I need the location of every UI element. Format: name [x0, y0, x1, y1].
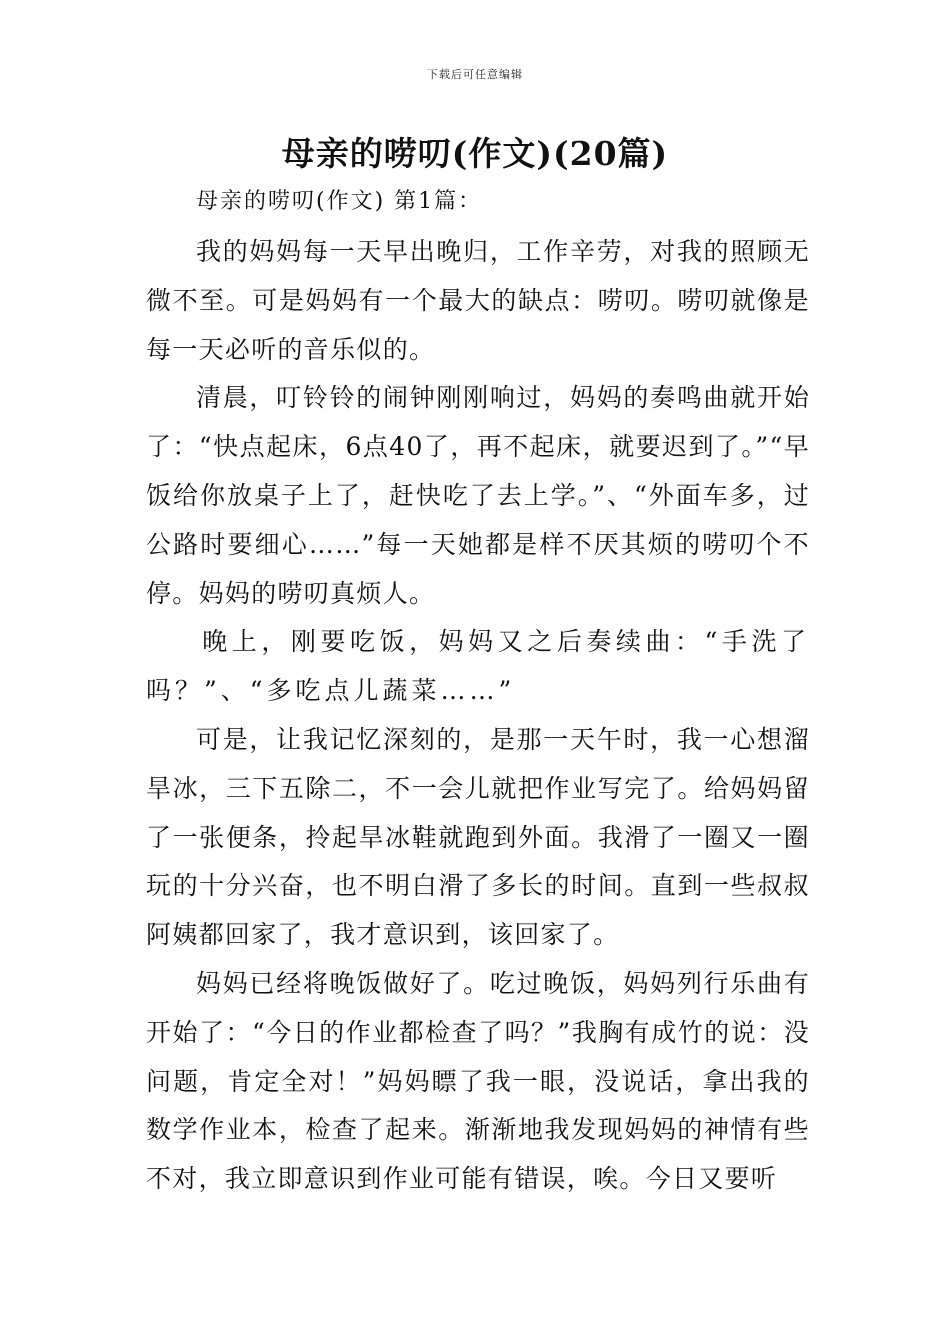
paragraph-1: 我的妈妈每一天早出晚归，工作辛劳，对我的照顾无微不至。可是妈妈有一个最大的缺点：唠叨。唠叨就像是每一天必听的音乐似的。 [146, 237, 810, 364]
paragraph-2: 清晨，叮铃铃的闹钟刚刚响过，妈妈的奏鸣曲就开始了：“快点起床，6点40了，再不起床，就要迟到了。”“早饭给你放桌子上了，赶快吃了去上学。”、“外面车多，过公路时要细心……”每一天她都是样不厌其烦的唠叨个不停。妈妈的唠叨真烦人。 [146, 383, 810, 608]
paragraph-4: 可是，让我记忆深刻的，是那一天午时，我一心想溜旱冰，三下五除二，不一会儿就把作业写完了。给妈妈留了一张便条，拎起旱冰鞋就跑到外面。我滑了一圈又一圈玩的十分兴奋，也不明白滑了多长的时间。直到一些叔叔阿姨都回家了，我才意识到，该回家了。 [146, 724, 810, 950]
paragraph-3: 晚上，刚要吃饭，妈妈又之后奏续曲：“手洗了吗？”、“多吃点儿蔬菜……” [146, 627, 810, 706]
section-heading: 母亲的唠叨(作文) 第1篇： [196, 189, 483, 214]
document-title: 母亲的唠叨(作文)(20篇) [281, 134, 669, 173]
header-note: 下载后可任意编辑 [427, 68, 523, 81]
body-text [146, 228, 810, 1204]
paragraph-5: 妈妈已经将晚饭做好了。吃过晚饭，妈妈列行乐曲有开始了：“今日的作业都检查了吗？”我胸有成竹的说：没问题，肯定全对！”妈妈瞟了我一眼，没说话，拿出我的数学作业本，检查了起来。渐渐地我发现妈妈的神情有些不对，我立即意识到作业可能有错误，唉。今日又要听 [146, 968, 810, 1194]
